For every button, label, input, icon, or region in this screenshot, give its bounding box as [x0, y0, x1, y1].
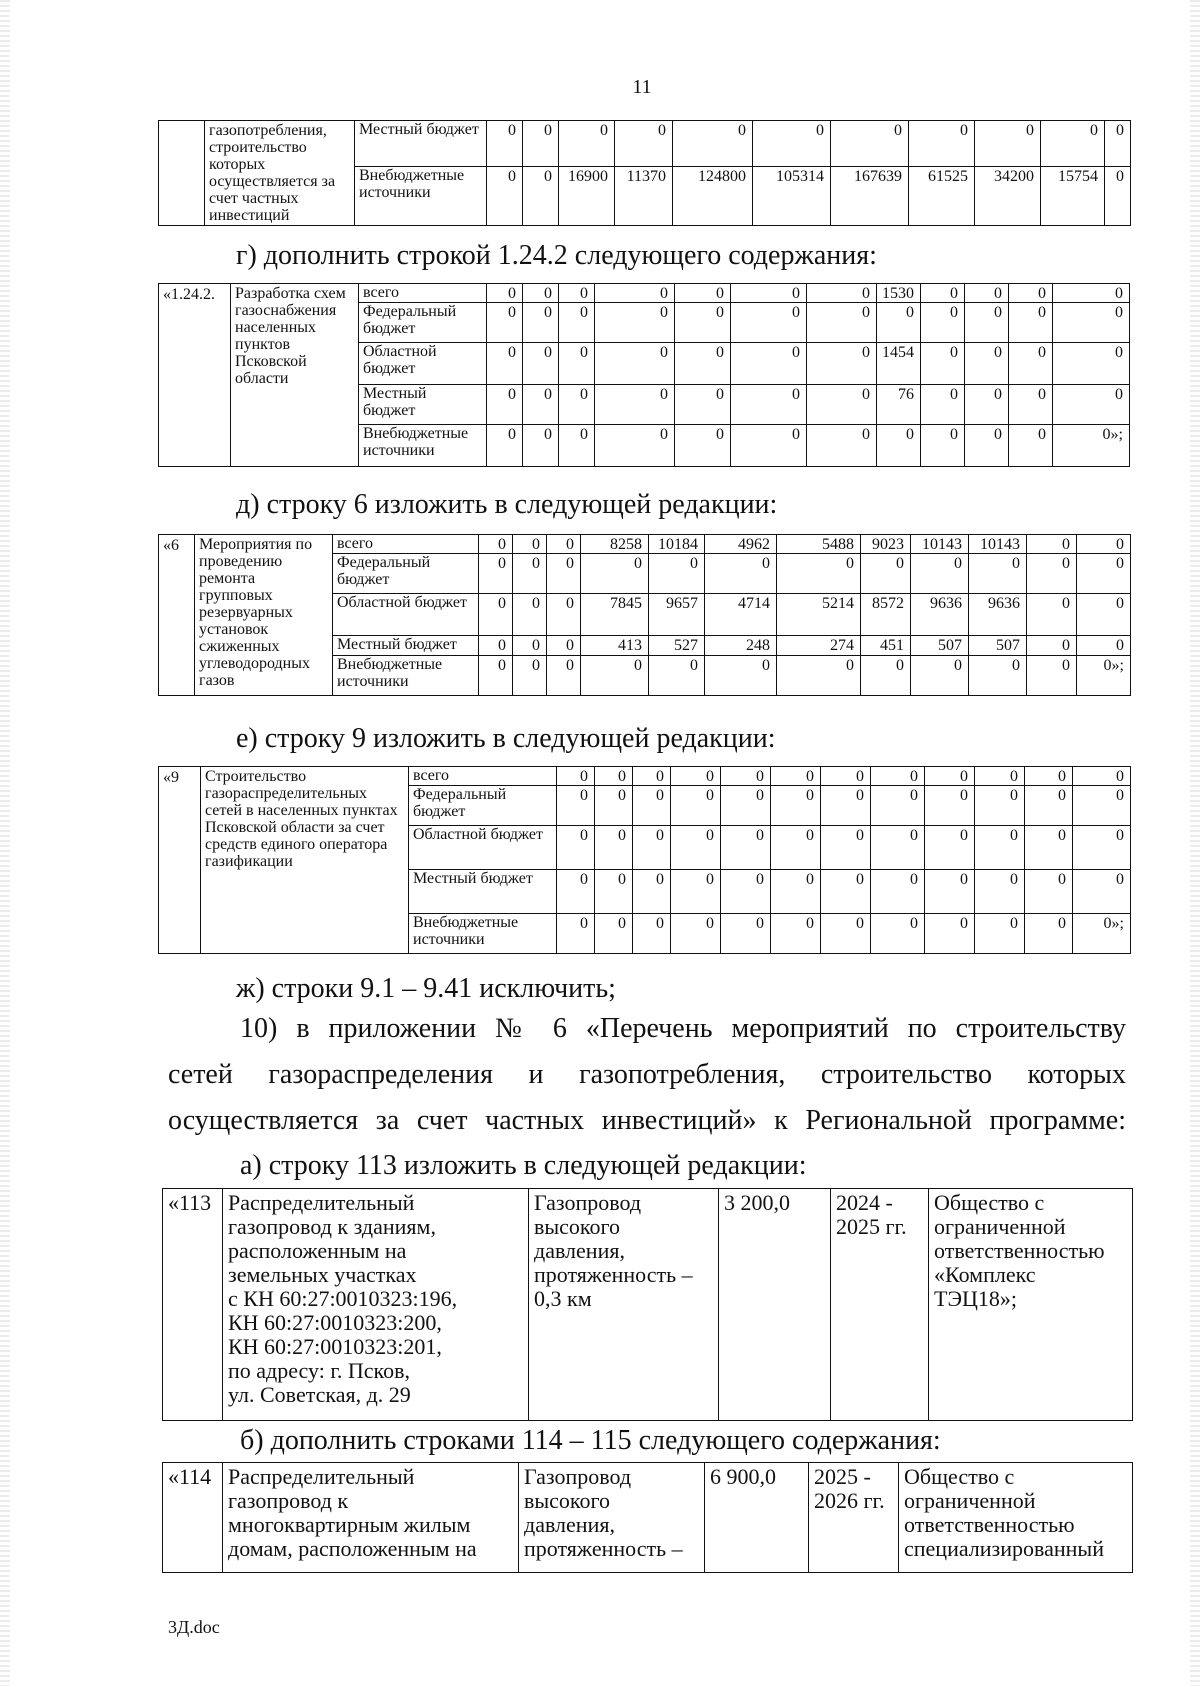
amount-cell: 0 — [595, 914, 633, 954]
amount-cell: 9657 — [649, 594, 705, 636]
amount-cell: 0 — [807, 284, 877, 303]
amount-cell: 0 — [731, 385, 807, 425]
funding-source: Областной бюджет — [333, 594, 479, 636]
cell-line: ответственностью — [904, 1512, 1075, 1537]
amount-cell: 0 — [965, 284, 1009, 303]
cell-line: Общество с — [904, 1464, 1015, 1489]
amount-cell: 0 — [615, 121, 673, 167]
amount-cell: 0 — [1027, 594, 1077, 636]
amount-cell: 0 — [595, 870, 633, 914]
amount-cell: 0 — [1077, 594, 1131, 636]
funding-source: Местный бюджет — [359, 385, 487, 425]
amount-cell: 248 — [705, 636, 777, 656]
amount-cell: 0 — [513, 554, 547, 594]
funding-source: Областной бюджет — [409, 826, 557, 870]
amount-cell: 0 — [965, 385, 1009, 425]
amount-cell: 0 — [523, 167, 559, 226]
amount-cell: 11370 — [615, 167, 673, 226]
amount-cell: 0 — [1077, 636, 1131, 656]
amount-cell: 0 — [1025, 914, 1073, 954]
cell-line: КН 60:27:0010323:200, — [228, 1310, 442, 1335]
amount-cell: 0 — [479, 656, 513, 696]
row-114-period — [809, 1463, 899, 1573]
amount-cell: 0 — [487, 303, 523, 343]
amount-cell: 0 — [777, 554, 861, 594]
amount-cell: 0 — [871, 786, 925, 826]
row-114-cost: 6 900,0 — [705, 1463, 809, 1573]
amount-cell: 0 — [871, 767, 925, 786]
amount-cell: 5488 — [777, 535, 861, 554]
amount-cell: 0 — [595, 425, 675, 467]
table-row-6 — [158, 534, 1131, 696]
amount-cell: 0 — [547, 636, 581, 656]
amount-cell: 0»; — [1053, 425, 1130, 467]
amount-cell: 7845 — [581, 594, 649, 636]
table-row-1-24-2 — [158, 283, 1130, 467]
row-description: Строительство газораспределительных сетей в населенных пунктах Псковской области за счет средств единого оператора газификации — [201, 767, 409, 954]
amount-cell: 0 — [721, 826, 771, 870]
amount-cell: 0 — [633, 786, 671, 826]
amount-cell: 0 — [721, 870, 771, 914]
amount-cell: 0 — [671, 826, 721, 870]
amount-cell: 0 — [821, 767, 871, 786]
funding-source: Федеральный бюджет — [409, 786, 557, 826]
amount-cell: 0 — [633, 767, 671, 786]
amount-cell: 0 — [487, 284, 523, 303]
amount-cell: 0 — [753, 121, 831, 167]
amount-cell: 0 — [1073, 826, 1131, 870]
amount-cell: 0 — [1025, 767, 1073, 786]
amount-cell: 0 — [487, 385, 523, 425]
amount-cell: 413 — [581, 636, 649, 656]
amount-cell: 8258 — [581, 535, 649, 554]
amount-cell: 0 — [559, 303, 595, 343]
amount-cell: 0 — [479, 554, 513, 594]
amount-cell: 167639 — [831, 167, 909, 226]
amount-cell: 9636 — [969, 594, 1027, 636]
amount-cell: 0 — [633, 870, 671, 914]
amount-cell: 0 — [771, 826, 821, 870]
paragraph-10-line-2: сетей газораспределения и газопотребления, строительство которых — [168, 1059, 1126, 1090]
amount-cell: 451 — [861, 636, 911, 656]
amount-cell: 0 — [595, 786, 633, 826]
row-114-name — [223, 1463, 519, 1573]
cell-line: протяженность – — [524, 1536, 683, 1561]
amount-cell: 0 — [1027, 636, 1077, 656]
amount-cell: 0 — [675, 343, 731, 385]
amount-cell: 10143 — [911, 535, 969, 554]
amount-cell: 0 — [487, 121, 523, 167]
amount-cell: 5214 — [777, 594, 861, 636]
amount-cell: 0 — [925, 870, 975, 914]
amount-cell: 0 — [871, 914, 925, 954]
amount-cell: 0 — [479, 636, 513, 656]
amount-cell: 4962 — [705, 535, 777, 554]
heading-b: б) дополнить строками 114 – 115 следующего содержания: — [240, 1425, 941, 1456]
amount-cell: 0 — [559, 425, 595, 467]
funding-source: Местный бюджет — [333, 636, 479, 656]
funding-source: всего — [359, 284, 487, 303]
amount-cell: 0 — [807, 385, 877, 425]
row-description: газопотребления, строительство которых осуществляется за счет частных инвестиций — [205, 121, 355, 226]
amount-cell: 0 — [911, 656, 969, 696]
amount-cell: 0 — [807, 303, 877, 343]
cell-line: многоквартирным жилым — [228, 1512, 471, 1537]
amount-cell: 0 — [559, 121, 615, 167]
row-code: «9 — [159, 767, 201, 954]
cell-line: протяженность – — [534, 1262, 693, 1287]
amount-cell: 4714 — [705, 594, 777, 636]
cell-line: 0,3 км — [534, 1286, 592, 1311]
amount-cell: 0 — [821, 786, 871, 826]
paragraph-10-line-3: осуществляется за счет частных инвестиций» к Региональной программе: — [168, 1105, 1126, 1136]
amount-cell: 0 — [1053, 303, 1130, 343]
amount-cell: 0 — [925, 786, 975, 826]
amount-cell: 0 — [969, 554, 1027, 594]
amount-cell: 0 — [705, 656, 777, 696]
amount-cell: 0 — [921, 303, 965, 343]
amount-cell: 0 — [921, 425, 965, 467]
amount-cell: 0 — [1025, 786, 1073, 826]
amount-cell: 0 — [559, 284, 595, 303]
funding-source: Федеральный бюджет — [333, 554, 479, 594]
amount-cell: 0 — [771, 870, 821, 914]
amount-cell: 0 — [675, 385, 731, 425]
amount-cell: 0 — [1025, 826, 1073, 870]
scan-edge-left — [0, 0, 10, 1686]
cell-line: ограниченной — [934, 1214, 1066, 1239]
cell-line: земельных участках — [228, 1262, 417, 1287]
row-113-code: «113 — [163, 1189, 223, 1421]
amount-cell: 0 — [581, 656, 649, 696]
amount-cell: 0 — [807, 425, 877, 467]
amount-cell: 0 — [1009, 284, 1053, 303]
amount-cell: 0 — [731, 303, 807, 343]
amount-cell: 0 — [909, 121, 975, 167]
amount-cell: 0 — [1009, 385, 1053, 425]
amount-cell: 0 — [671, 914, 721, 954]
amount-cell: 0 — [595, 303, 675, 343]
amount-cell: 0 — [547, 554, 581, 594]
cell-line: по адресу: г. Псков, — [228, 1358, 410, 1383]
amount-cell: 507 — [911, 636, 969, 656]
amount-cell: 0 — [821, 914, 871, 954]
table-row — [159, 121, 1131, 167]
cell-line: КН 60:27:0010323:201, — [228, 1334, 442, 1359]
amount-cell: 0 — [731, 284, 807, 303]
cell-line: 2024 - — [836, 1190, 893, 1215]
cell-line: ТЭЦ18»; — [934, 1286, 1017, 1311]
heading-e: е) строку 9 изложить в следующей редакции: — [236, 723, 776, 754]
amount-cell: 0 — [513, 636, 547, 656]
amount-cell: 0 — [513, 594, 547, 636]
amount-cell: 0 — [821, 870, 871, 914]
amount-cell: 0 — [523, 425, 559, 467]
amount-cell: 0 — [921, 385, 965, 425]
amount-cell: 0 — [523, 303, 559, 343]
amount-cell: 0 — [871, 826, 925, 870]
amount-cell: 0 — [721, 767, 771, 786]
amount-cell: 0 — [861, 554, 911, 594]
amount-cell: 0 — [965, 303, 1009, 343]
cell-line: 2025 гг. — [836, 1214, 907, 1239]
amount-cell: 0 — [705, 554, 777, 594]
row-113-name — [223, 1189, 529, 1421]
paragraph-10-line-1: 10) в приложении № 6 «Перечень мероприятий по строительству — [240, 1013, 1126, 1044]
row-description: Мероприятия по проведению ремонта групповых резервуарных установок сжиженных углеводородных газов — [195, 535, 333, 696]
amount-cell: 0 — [557, 826, 595, 870]
amount-cell: 0 — [975, 870, 1025, 914]
row-114-type — [519, 1463, 705, 1573]
row-description: Разработка схем газоснабжения населенных пунктов Псковской области — [231, 284, 359, 467]
row-113-organization — [929, 1189, 1133, 1421]
amount-cell: 0 — [649, 656, 705, 696]
amount-cell: 76 — [877, 385, 921, 425]
amount-cell: 0 — [559, 385, 595, 425]
table-row-9 — [158, 766, 1131, 954]
amount-cell: 0 — [487, 343, 523, 385]
amount-cell: 0 — [807, 343, 877, 385]
amount-cell: 0 — [861, 656, 911, 696]
amount-cell: 0 — [821, 826, 871, 870]
amount-cell: 0 — [1025, 870, 1073, 914]
amount-cell: 0 — [965, 425, 1009, 467]
funding-source: Местный бюджет — [355, 121, 487, 167]
amount-cell: 0 — [771, 786, 821, 826]
amount-cell: 0 — [1073, 767, 1131, 786]
amount-cell: 0 — [1073, 786, 1131, 826]
amount-cell: 0 — [1105, 121, 1131, 167]
amount-cell: 507 — [969, 636, 1027, 656]
amount-cell: 1530 — [877, 284, 921, 303]
amount-cell: 0 — [1077, 535, 1131, 554]
table-row — [159, 767, 1131, 786]
page-number: 11 — [632, 76, 652, 98]
amount-cell: 34200 — [975, 167, 1041, 226]
cell-line: специализированный — [904, 1536, 1104, 1561]
cell-line: Газопровод — [534, 1190, 642, 1215]
amount-cell: 0 — [479, 535, 513, 554]
amount-cell: 0 — [1009, 425, 1053, 467]
cell-line: расположенным на — [228, 1238, 407, 1263]
cell-line: ул. Советская, д. 29 — [228, 1382, 411, 1407]
amount-cell: 0 — [523, 343, 559, 385]
amount-cell: 8572 — [861, 594, 911, 636]
amount-cell: 0 — [1105, 167, 1131, 226]
row-113-period — [831, 1189, 929, 1421]
amount-cell: 0 — [1027, 554, 1077, 594]
amount-cell: 0 — [547, 535, 581, 554]
amount-cell: 0 — [675, 284, 731, 303]
amount-cell: 0 — [731, 343, 807, 385]
amount-cell: 0 — [969, 656, 1027, 696]
amount-cell: 124800 — [673, 167, 753, 226]
funding-source: всего — [409, 767, 557, 786]
cell-line: газопровод к — [228, 1488, 349, 1513]
amount-cell: 0 — [487, 425, 523, 467]
amount-cell: 0 — [1009, 303, 1053, 343]
amount-cell: 0 — [675, 425, 731, 467]
amount-cell: 0 — [771, 767, 821, 786]
amount-cell: 0 — [1053, 385, 1130, 425]
amount-cell: 0 — [911, 554, 969, 594]
amount-cell: 0 — [877, 303, 921, 343]
table-continuation — [158, 120, 1131, 226]
amount-cell: 0 — [559, 343, 595, 385]
amount-cell: 0 — [649, 554, 705, 594]
amount-cell: 10143 — [969, 535, 1027, 554]
cell-line: 2026 гг. — [814, 1488, 885, 1513]
funding-source: Внебюджетные источники — [333, 656, 479, 696]
amount-cell: 0»; — [1073, 914, 1131, 954]
cell-line: 2025 - — [814, 1464, 871, 1489]
amount-cell: 0 — [921, 343, 965, 385]
amount-cell: 0 — [671, 870, 721, 914]
amount-cell: 274 — [777, 636, 861, 656]
footer-filename: 3Д.doc — [168, 1617, 220, 1637]
amount-cell: 0 — [675, 303, 731, 343]
cell-line: с КН 60:27:0010323:196, — [228, 1286, 458, 1311]
row-code — [159, 121, 205, 226]
amount-cell: 0 — [487, 167, 523, 226]
row-113-cost: 3 200,0 — [719, 1189, 831, 1421]
amount-cell: 1454 — [877, 343, 921, 385]
funding-source: всего — [333, 535, 479, 554]
table-row-113 — [162, 1188, 1133, 1421]
amount-cell: 61525 — [909, 167, 975, 226]
amount-cell: 0 — [877, 425, 921, 467]
amount-cell: 0 — [925, 826, 975, 870]
amount-cell: 0 — [831, 121, 909, 167]
cell-line: Распределительный — [228, 1190, 415, 1215]
amount-cell: 105314 — [753, 167, 831, 226]
amount-cell: 0 — [523, 385, 559, 425]
funding-source: Местный бюджет — [409, 870, 557, 914]
amount-cell: 0 — [1077, 554, 1131, 594]
amount-cell: 0 — [557, 914, 595, 954]
heading-a: а) строку 113 изложить в следующей редакции: — [240, 1150, 807, 1181]
scan-edge-right — [1190, 0, 1200, 1686]
amount-cell: 0 — [523, 121, 559, 167]
funding-source: Внебюджетные источники — [359, 425, 487, 467]
cell-line: Распределительный — [228, 1464, 415, 1489]
cell-line: ограниченной — [904, 1488, 1036, 1513]
amount-cell: 0 — [965, 343, 1009, 385]
amount-cell: 0 — [925, 914, 975, 954]
amount-cell: 0 — [633, 826, 671, 870]
table-row-114 — [162, 1462, 1133, 1573]
amount-cell: 15754 — [1041, 167, 1105, 226]
amount-cell: 0 — [721, 914, 771, 954]
amount-cell: 0 — [547, 656, 581, 696]
amount-cell: 0 — [1073, 870, 1131, 914]
cell-line: Общество с — [934, 1190, 1045, 1215]
amount-cell: 0 — [1027, 656, 1077, 696]
cell-line: «Комплекс — [934, 1262, 1036, 1287]
amount-cell: 0 — [721, 786, 771, 826]
amount-cell: 9023 — [861, 535, 911, 554]
amount-cell: 0 — [771, 914, 821, 954]
amount-cell: 0 — [731, 425, 807, 467]
amount-cell: 0 — [547, 594, 581, 636]
amount-cell: 0 — [557, 870, 595, 914]
amount-cell: 10184 — [649, 535, 705, 554]
row-114-organization — [899, 1463, 1133, 1573]
amount-cell: 0 — [557, 767, 595, 786]
amount-cell: 0 — [633, 914, 671, 954]
amount-cell: 0 — [523, 284, 559, 303]
amount-cell: 0 — [1053, 343, 1130, 385]
amount-cell: 16900 — [559, 167, 615, 226]
amount-cell: 0 — [975, 914, 1025, 954]
amount-cell: 0 — [975, 767, 1025, 786]
cell-line: давления, — [534, 1238, 625, 1263]
amount-cell: 0 — [673, 121, 753, 167]
amount-cell: 0 — [975, 121, 1041, 167]
amount-cell: 0 — [975, 826, 1025, 870]
amount-cell: 0 — [595, 284, 675, 303]
funding-source: Федеральный бюджет — [359, 303, 487, 343]
funding-source: Внебюджетные источники — [355, 167, 487, 226]
row-code: «1.24.2. — [159, 284, 231, 467]
amount-cell: 0 — [671, 786, 721, 826]
amount-cell: 0 — [595, 767, 633, 786]
table-row — [159, 535, 1131, 554]
amount-cell: 0 — [777, 656, 861, 696]
cell-line: высокого — [524, 1488, 610, 1513]
amount-cell: 0 — [581, 554, 649, 594]
cell-line: давления, — [524, 1512, 615, 1537]
amount-cell: 0 — [513, 535, 547, 554]
row-114-code: «114 — [163, 1463, 223, 1573]
amount-cell: 0 — [595, 343, 675, 385]
amount-cell: 0 — [595, 826, 633, 870]
cell-line: ответственностью — [934, 1238, 1105, 1263]
cell-line: высокого — [534, 1214, 620, 1239]
amount-cell: 0 — [1027, 535, 1077, 554]
amount-cell: 9636 — [911, 594, 969, 636]
cell-line: Газопровод — [524, 1464, 632, 1489]
amount-cell: 527 — [649, 636, 705, 656]
amount-cell: 0»; — [1077, 656, 1131, 696]
amount-cell: 0 — [925, 767, 975, 786]
funding-source: Областной бюджет — [359, 343, 487, 385]
funding-source: Внебюджетные источники — [409, 914, 557, 954]
cell-line: газопровод к зданиям, — [228, 1214, 436, 1239]
amount-cell: 0 — [1009, 343, 1053, 385]
row-113-type — [529, 1189, 719, 1421]
amount-cell: 0 — [871, 870, 925, 914]
amount-cell: 0 — [1053, 284, 1130, 303]
amount-cell: 0 — [975, 786, 1025, 826]
amount-cell: 0 — [671, 767, 721, 786]
heading-g: г) дополнить строкой 1.24.2 следующего содержания: — [236, 240, 877, 271]
cell-line: домам, расположенным на — [228, 1536, 477, 1561]
amount-cell: 0 — [595, 385, 675, 425]
amount-cell: 0 — [479, 594, 513, 636]
amount-cell: 0 — [557, 786, 595, 826]
amount-cell: 0 — [1041, 121, 1105, 167]
heading-zh: ж) строки 9.1 – 9.41 исключить; — [236, 973, 616, 1004]
amount-cell: 0 — [921, 284, 965, 303]
row-code: «6 — [159, 535, 195, 696]
amount-cell: 0 — [513, 656, 547, 696]
heading-d: д) строку 6 изложить в следующей редакции: — [236, 489, 778, 520]
table-row — [159, 284, 1130, 303]
